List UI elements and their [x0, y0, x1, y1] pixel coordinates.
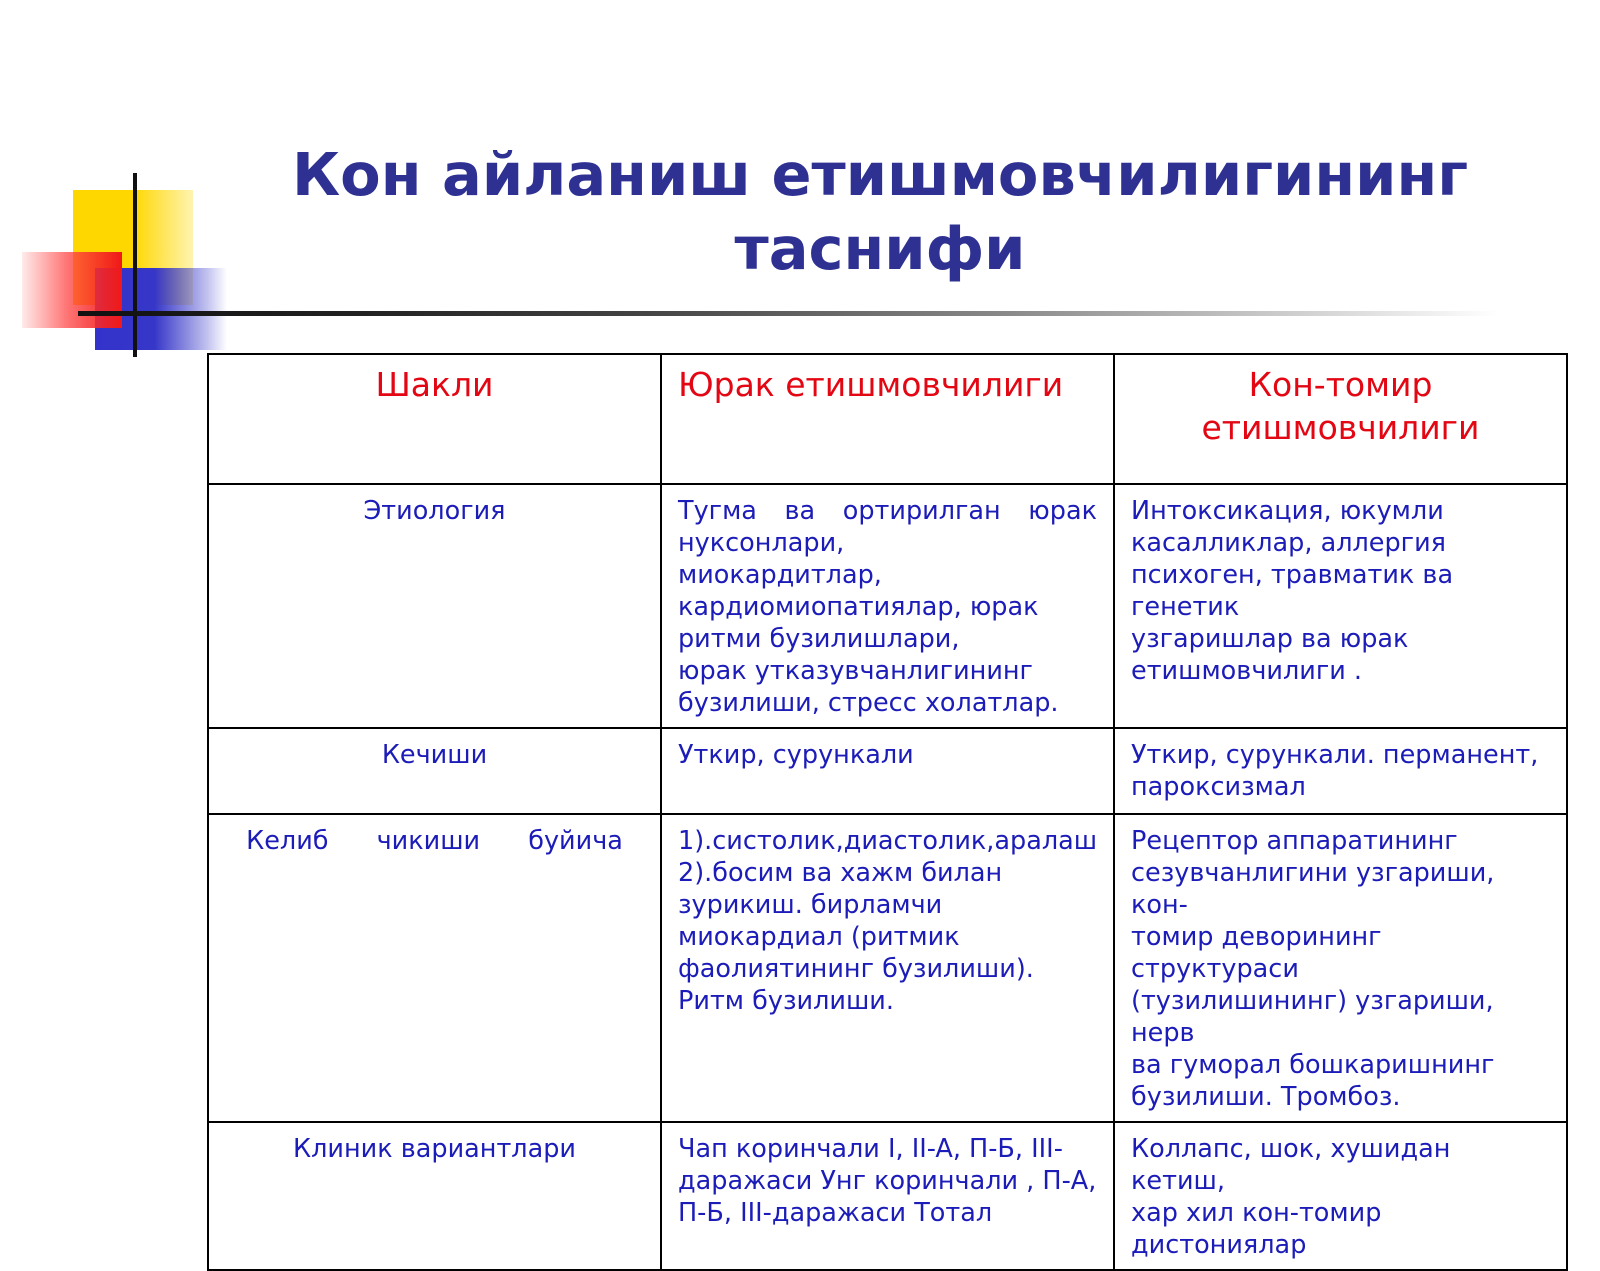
cell-course-vessel — [1114, 728, 1567, 814]
cell-line: даражаси Унг коринчали , П-А, — [678, 1166, 1097, 1196]
cell-clinical-vessel — [1114, 1122, 1567, 1270]
cell-line: етишмовчилиги . — [1131, 656, 1363, 686]
cell-line: миокардиал (ритмик — [678, 922, 960, 952]
cell-line: узгаришлар ва юрак — [1131, 624, 1409, 654]
decor-horizontal-rule — [78, 311, 1498, 316]
header-vascular-failure — [1114, 354, 1567, 484]
slide-title-line-2: таснифи — [734, 214, 1026, 283]
cell-line: бузилиши. Тромбоз. — [1131, 1082, 1401, 1112]
cell-line: П-Б, III-даражаси Тотал — [678, 1198, 993, 1228]
cell-line: Рецептор аппаратининг — [1131, 826, 1458, 856]
decor-red-square — [22, 252, 122, 328]
slide-title-line-1: Кон айланиш етишмовчилигининг — [291, 140, 1469, 209]
cell-etiology-vessel — [1114, 484, 1567, 728]
cell-line: миокардитлар, — [678, 560, 882, 590]
cell-line: ва гуморал бошкаришнинг — [1131, 1050, 1495, 1080]
cell-line: Интоксикация, юкумли — [1131, 496, 1444, 526]
cell-line: Чап коринчали I, II-A, П-Б, III- — [678, 1134, 1063, 1164]
row-label-etiology: Этиология — [208, 484, 661, 728]
cell-line: хар хил кон-томир дистониялар — [1131, 1198, 1382, 1260]
header-vascular-failure-text: Кон-томир етишмовчилиги — [1201, 365, 1480, 447]
header-heart-failure: Юрак етишмовчилиги — [661, 354, 1114, 484]
cell-line: сезувчанлигини узгариши, кон- — [1131, 858, 1495, 920]
table-header-row — [208, 354, 1567, 484]
cell-line: фаолиятининг бузилиши). — [678, 954, 1034, 984]
cell-line: пароксизмал — [1131, 772, 1306, 802]
cell-line: томир деворининг структураси — [1131, 922, 1382, 984]
table-row — [208, 728, 1567, 814]
cell-line: (тузилишининг) узгариши, нерв — [1131, 986, 1494, 1048]
decor-vertical-line — [133, 173, 137, 357]
cell-line: юрак утказувчанлигининг — [678, 656, 1033, 686]
cell-line: касалликлар, аллергия — [1131, 528, 1446, 558]
cell-line: зурикиш. бирламчи — [678, 890, 943, 920]
row-label-course: Кечиши — [208, 728, 661, 814]
cell-line: Уткир, сурункали — [678, 740, 914, 770]
table-row — [208, 1122, 1567, 1270]
slide-title — [230, 138, 1530, 286]
cell-line: 2).босим ва хажм билан — [678, 858, 1003, 888]
cell-origin-vessel — [1114, 814, 1567, 1122]
cell-line: Тугма ва ортирилган юрак — [678, 496, 1097, 526]
table-row — [208, 814, 1567, 1122]
cell-line: кардиомиопатиялар, юрак — [678, 592, 1039, 622]
classification-table — [207, 353, 1568, 1271]
cell-line: психоген, травматик ва генетик — [1131, 560, 1454, 622]
cell-line: бузилиши, стресс холатлар. — [678, 688, 1059, 718]
cell-line: Коллапс, шок, хушидан кетиш, — [1131, 1134, 1451, 1196]
cell-etiology-heart — [661, 484, 1114, 728]
cell-course-heart — [661, 728, 1114, 814]
row-label-origin: Келиб чикиши буйича — [208, 814, 661, 1122]
cell-clinical-heart — [661, 1122, 1114, 1270]
cell-line: Ритм бузилиши. — [678, 986, 894, 1016]
header-form: Шакли — [208, 354, 661, 484]
cell-line: нуксонлари, — [678, 528, 845, 558]
table-row — [208, 484, 1567, 728]
cell-line: 1).систолик,диастолик,аралаш — [678, 826, 1098, 856]
row-label-clinical-variants: Клиник вариантлари — [208, 1122, 661, 1270]
cell-origin-heart — [661, 814, 1114, 1122]
cell-line: Уткир, сурункали. перманент, — [1131, 740, 1539, 770]
cell-line: ритми бузилишлари, — [678, 624, 960, 654]
